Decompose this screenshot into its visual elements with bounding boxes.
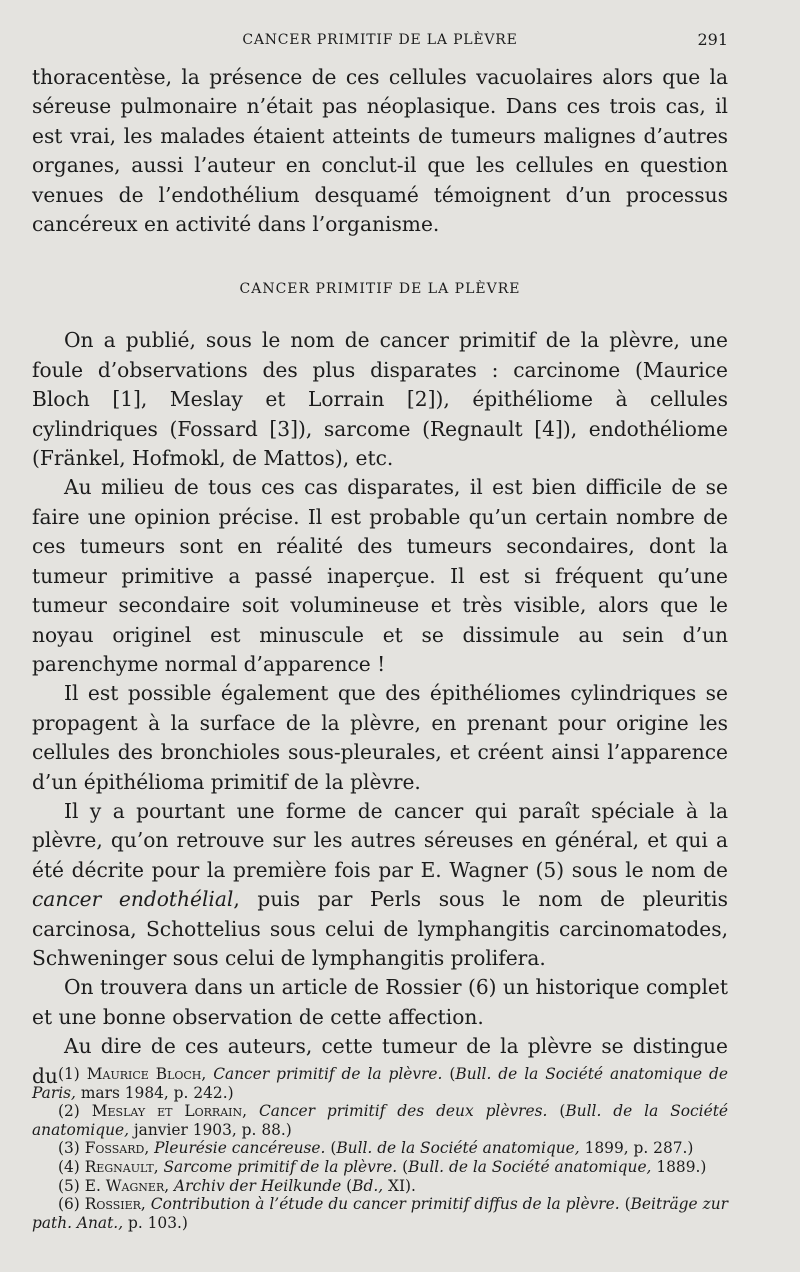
footnote-author: Regnault, bbox=[84, 1157, 159, 1176]
footnote-tail: mars 1984, p. 242.) bbox=[75, 1083, 234, 1102]
footnote-journal: Bull. de la Société anatomique, bbox=[336, 1139, 580, 1158]
paragraph bbox=[32, 797, 728, 973]
paragraph-text: , puis par Perls sous le nom de pleuritis carcinosa, Schottelius sous celui de lymphangitis carcinomatodes, Schweninger sous celui de lymphangitis prolifera. bbox=[32, 887, 728, 970]
footnote-journal: Bull. de la Société anatomique de Paris, bbox=[32, 1065, 728, 1102]
footnote-title: Contribution à l’étude du cancer primitif diffus de la plèvre. bbox=[150, 1195, 620, 1214]
footnote-tail: janvier 1903, p. 88.) bbox=[129, 1120, 292, 1139]
footnote-tail: p. 103.) bbox=[123, 1213, 188, 1232]
footnote bbox=[32, 1102, 728, 1139]
footnote-author: E. Wagner, bbox=[84, 1176, 170, 1195]
page-number: 291 bbox=[697, 30, 728, 49]
footnote-tail: 1899, p. 287.) bbox=[579, 1139, 694, 1158]
footnote-title: Sarcome primitif de la plèvre. bbox=[163, 1157, 398, 1176]
footnote-punct: ( bbox=[442, 1065, 456, 1083]
footnote-number: (3) bbox=[58, 1139, 80, 1158]
footnote-journal: Bull. de la Société anatomique, bbox=[408, 1157, 652, 1176]
footnote-number: (5) bbox=[58, 1176, 80, 1195]
footnote-punct: ( bbox=[325, 1139, 337, 1158]
footnote bbox=[32, 1065, 728, 1102]
running-title: CANCER PRIMITIF DE LA PLÈVRE bbox=[242, 32, 518, 48]
footnote-number: (2) bbox=[58, 1102, 80, 1121]
footnote-number: (1) bbox=[58, 1065, 80, 1083]
footnote-title: Cancer primitif des deux plèvres. bbox=[258, 1102, 548, 1121]
paragraph: Il est possible également que des épithéliomes cylindriques se propagent à la surface de la plèvre, en prenant pour origine les cellules des bronchioles sous-pleurales, et créent ainsi l’apparence d’un épithélioma primitif de la plèvre. bbox=[32, 681, 728, 794]
paragraph: Au milieu de tous ces cas disparates, il est bien difficile de se faire une opinion précise. Il est probable qu’un certain nombre de ces tumeurs sont en réalité des tumeurs secondaires, dont la tumeur primitive a passé inaperçue. Il est si fréquent qu’une tumeur secondaire soit volumineuse et très visible, alors que le noyau originel est minuscule et se dissimule au sein d’un parenchyme normal d’apparence ! bbox=[32, 475, 728, 676]
section-heading: CANCER PRIMITIF DE LA PLÈVRE bbox=[239, 281, 521, 298]
footnote-author: Meslay et Lorrain, bbox=[91, 1102, 248, 1121]
body-text bbox=[32, 63, 728, 1091]
footnote-tail: XI). bbox=[383, 1176, 416, 1195]
footnote-title: Cancer primitif de la plèvre. bbox=[213, 1065, 443, 1083]
footnote-punct: ( bbox=[547, 1102, 566, 1121]
footnote-punct: ( bbox=[397, 1157, 409, 1176]
footnote bbox=[32, 1177, 728, 1196]
footnote-title: Archiv der Heilkunde bbox=[174, 1176, 342, 1195]
footnote-punct: ( bbox=[619, 1195, 631, 1214]
footnote-number: (6) bbox=[58, 1195, 80, 1214]
footnote-journal: Beiträge zur path. Anat., bbox=[32, 1195, 728, 1232]
footnote-journal: Bd., bbox=[352, 1176, 384, 1195]
footnote-author: Maurice Bloch, bbox=[86, 1065, 207, 1083]
paragraph-text: Il y a pourtant une forme de cancer qui paraît spéciale à la plèvre, qu’on retrouve sur les autres séreuses en général, et qui a été décrite pour la première fois par E. Wagner (5) sous le nom de bbox=[32, 798, 728, 882]
paragraph: Au dire de ces auteurs, cette tumeur de la plèvre se distingue du bbox=[32, 1034, 728, 1088]
footnote-punct: ( bbox=[341, 1176, 353, 1195]
footnote-number: (4) bbox=[58, 1157, 80, 1176]
footnote-author: Rossier, bbox=[84, 1195, 146, 1214]
footnote bbox=[32, 1139, 728, 1158]
footnote bbox=[32, 1195, 728, 1232]
italic-term: cancer endothélial bbox=[32, 887, 234, 912]
footnote-tail: 1889.) bbox=[651, 1157, 707, 1176]
paragraph-continued: thoracentèse, la présence de ces cellules vacuolaires alors que la séreuse pulmonaire n’était pas néoplasique. Dans ces trois cas, il est vrai, les malades étaient atteints de tumeurs malignes d’autres organes, aussi l’auteur en conclut-il que les cellules en question venues de l’endothélium desquamé témoignent d’un processus cancéreux en activité dans l’organisme. bbox=[32, 65, 728, 237]
running-head bbox=[32, 30, 728, 50]
footnotes bbox=[32, 1065, 728, 1232]
footnote-title: Pleurésie cancéreuse. bbox=[154, 1139, 326, 1158]
paragraph: On a publié, sous le nom de cancer primitif de la plèvre, une foule d’observations des plus disparates : carcinome (Maurice Bloch [1], Meslay et Lorrain [2]), épithéliome à cellules cylindriques (Fossard [3]), sarcome (Regnault [4]), endothéliome (Fränkel, Hofmokl, de Mattos), etc. bbox=[32, 328, 728, 471]
footnote bbox=[32, 1158, 728, 1177]
footnote-author: Fossard, bbox=[84, 1139, 150, 1158]
footnote-journal: Bull. de la Société anatomique, bbox=[32, 1102, 728, 1139]
paragraph: On trouvera dans un article de Rossier (6) un historique complet et une bonne observation de cette affection. bbox=[32, 975, 728, 1029]
